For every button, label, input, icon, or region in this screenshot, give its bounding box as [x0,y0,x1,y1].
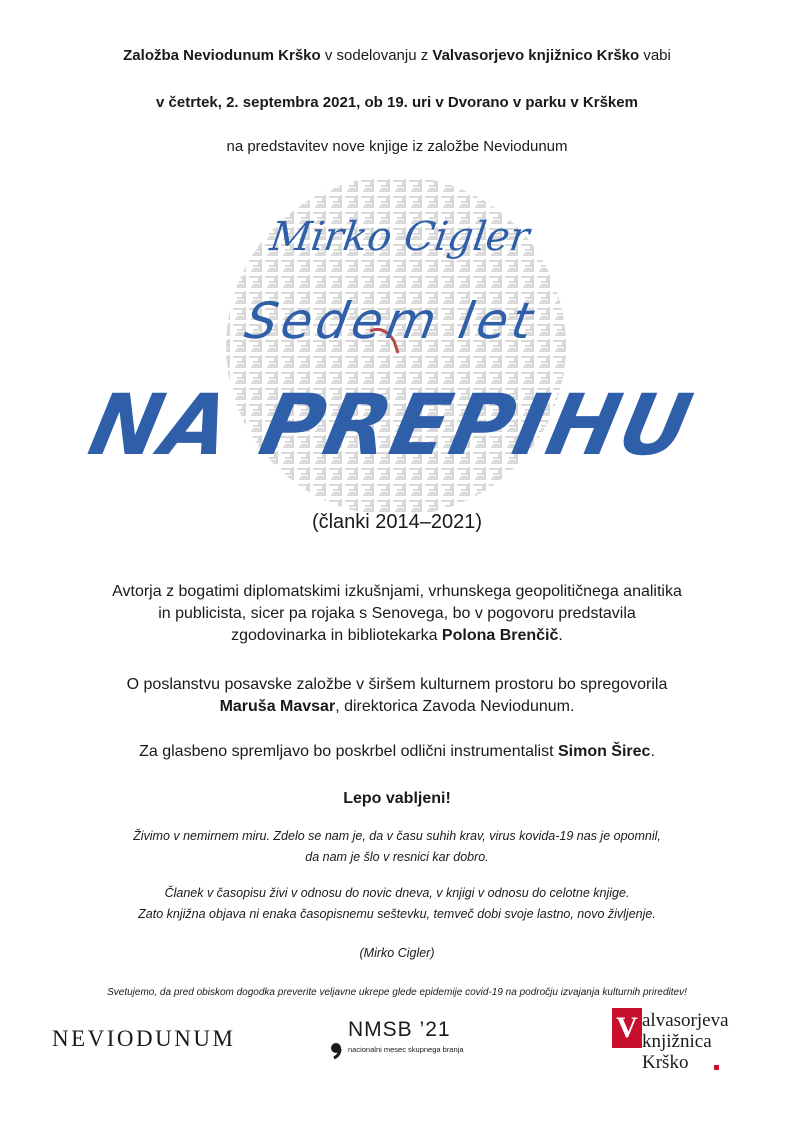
paragraph-1-line-3 [0,625,794,647]
library-logo-line-3: Krško [642,1052,689,1073]
event-occasion: na predstavitev nove knjige iz založbe Neviodunum [226,138,568,155]
event-datetime: v četrtek, 2. septembra 2021, ob 19. uri v Dvorano v parku v Krškem [156,94,638,111]
paragraph-1-line-1: Avtorja z bogatimi diplomatskimi izkušnjami, vrhunskega geopolitičnega analitika [112,583,682,600]
library-logo-line-1: alvasorjeva [642,1010,729,1031]
library-name: Valvasorjevo knjižnico Krško [432,47,640,64]
quote-2-line-1: Članek v časopisu živi v odnosu do novic dneva, v knjigi v odnosu do celotne knjige. [164,886,630,900]
quote-attribution: (Mirko Cigler) [359,946,435,960]
neviodunum-logo: NEVIODUNUM [52,1026,236,1051]
invitation-line [0,47,794,64]
quote-1-line-2: da nam je šlo v resnici kar dobro. [305,850,489,864]
nmsb-subtitle: nacionalni mesec skupnega branja [348,1045,464,1054]
nmsb-logo [328,1018,478,1060]
quote-1-line-1: Živimo v nemirnem miru. Zdelo se nam je, da v času suhih krav, virus kovida-19 nas je opomnil, [133,829,661,843]
library-logo-dot [714,1065,719,1070]
book-cover-art [81,178,702,518]
library-initial: V [612,1008,642,1048]
invites-text: vabi [639,47,671,64]
welcome-text: Lepo vabljeni! [343,790,451,807]
cover-title-line1: Sedem let [240,291,541,350]
musician-name: Simon Širec [557,743,651,760]
paragraph-1-end: . [558,627,563,644]
nmsb-name: NMSB [348,1018,413,1041]
cover-title-line2: NA PREPIHU [81,376,702,475]
cover-author: Mirko Cigler [267,214,533,260]
paragraph-2-line-1: O poslanstvu posavske založbe v širšem kulturnem prostoru bo spregovorila [126,676,668,693]
paragraph-3 [0,741,794,763]
moderator-name: Polona Brenčič [441,627,559,644]
book-subtitle: (članki 2014–2021) [311,511,483,533]
cooperation-text: v sodelovanju z [320,47,433,64]
nmsb-year: ’21 [419,1018,451,1041]
covid-notice: Svetujemo, da pred obiskom dogodka preverite veljavne ukrepe glede epidemije covid-19 na področju izvajanja kulturnih prireditev! [107,987,687,998]
director-name: Maruša Mavsar [219,698,336,715]
paragraph-1-text: zgodovinarka in bibliotekarka [231,627,442,644]
library-logo [612,1008,752,1078]
nmsb-wordmark [348,1018,451,1042]
nmsb-mark-icon [328,1022,344,1058]
library-logo-line-2: knjižnica [642,1031,712,1052]
paragraph-2-text: , direktorica Zavoda Neviodunum. [335,698,575,715]
paragraph-3-text: Za glasbeno spremljavo bo poskrbel odlični instrumentalist [139,743,558,760]
paragraph-1-line-2: in publicista, sicer pa rojaka s Senovega, bo v pogovoru predstavila [158,605,636,622]
quote-2-line-2: Zato knjižna objava ni enaka časopisnemu seštevku, temveč dobi svoje lastno, novo življenje. [138,907,656,921]
paragraph-2-line-2 [0,696,794,718]
paragraph-3-end: . [650,743,655,760]
publisher-name: Založba Neviodunum Krško [123,47,321,64]
